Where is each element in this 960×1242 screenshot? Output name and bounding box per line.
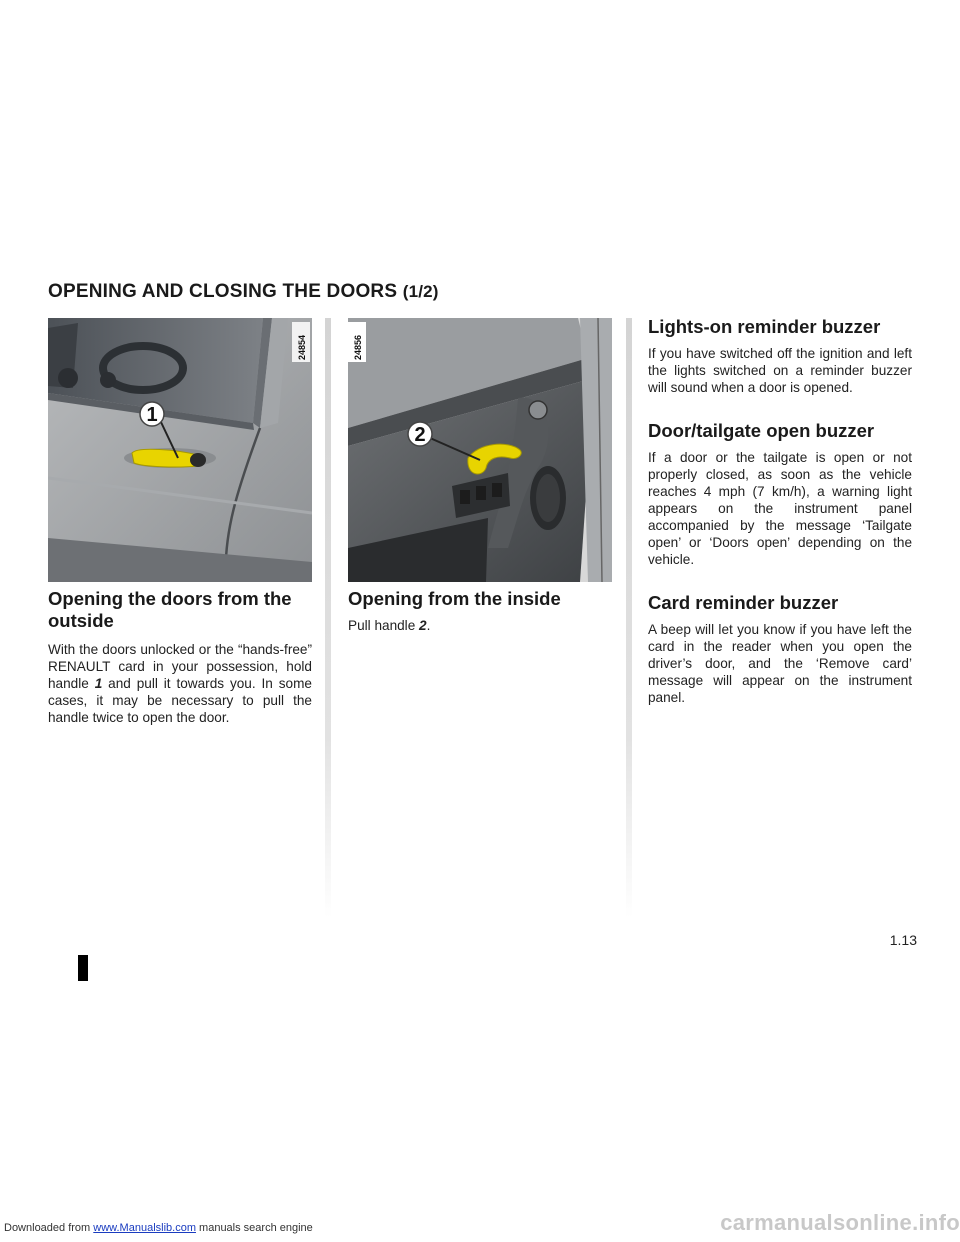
heading-card-buzzer: Card reminder buzzer xyxy=(648,592,839,613)
page-title-part: (1/2) xyxy=(402,282,439,301)
column-1 xyxy=(48,588,312,726)
interior-door-photo xyxy=(348,318,612,582)
heading-opening-inside: Opening from the inside xyxy=(348,588,561,609)
paragraph-text: With the doors unlocked or the “hands-free” RENAULT card in your possession, hold handle xyxy=(48,642,312,691)
heading-lights-buzzer: Lights-on reminder buzzer xyxy=(648,316,881,337)
figure-ref-left: 24854 xyxy=(297,334,307,360)
paragraph-text: and pull it towards you. In some cases, it may be necessary to pull the handle twice to open the door. xyxy=(48,676,312,725)
paragraph-text: . xyxy=(426,618,431,633)
page-number: 1.13 xyxy=(889,932,917,948)
column-divider-1 xyxy=(325,318,331,918)
paragraph-card-buzzer: A beep will let you know if you have left the card in the reader when you open the driver’s door, and the ‘Remove card’ message will appear on the instrument panel. xyxy=(648,622,912,705)
paragraph-opening-outside xyxy=(48,641,312,726)
column-divider-2 xyxy=(626,318,632,918)
column-2 xyxy=(348,588,612,634)
heading-door-tailgate-buzzer: Door/tailgate open buzzer xyxy=(648,420,875,441)
page-title-main: OPENING AND CLOSING THE DOORS xyxy=(48,281,403,302)
callout-2: 2 xyxy=(414,424,426,446)
handle-ref-2: 2 xyxy=(419,618,427,633)
paragraph-text: Pull handle xyxy=(348,618,420,633)
paragraph-lights-buzzer: If you have switched off the ignition and left the lights switched on a reminder buzzer will sound when a door is opened. xyxy=(648,346,912,395)
watermark: carmanualsonline.info xyxy=(720,1210,960,1235)
callout-1: 1 xyxy=(146,404,158,426)
figure-ref-middle: 24856 xyxy=(353,334,363,360)
heading-opening-outside: Opening the doors from the outside xyxy=(48,588,292,631)
footer-prefix: Downloaded from xyxy=(4,1222,94,1234)
exterior-door-photo xyxy=(48,318,312,582)
manualslib-link[interactable]: www.Manualslib.com xyxy=(93,1222,196,1234)
exterior-door-illustration xyxy=(48,318,312,582)
paragraph-opening-inside xyxy=(348,617,612,634)
page-marker xyxy=(78,955,88,981)
column-3 xyxy=(648,316,912,706)
paragraph-door-tailgate-buzzer: If a door or the tailgate is open or not properly closed, as soon as the vehicle reaches 4 mph (7 km/h), a warning light appears on the instrument panel accompanied by the message ‘Tailgate open’ or ‘Doors open’ depending on the vehicle. xyxy=(648,450,912,567)
download-footer xyxy=(4,1222,313,1234)
page-title xyxy=(48,281,439,303)
interior-door-illustration xyxy=(348,318,612,582)
handle-ref-1: 1 xyxy=(94,676,103,691)
footer-suffix: manuals search engine xyxy=(195,1222,313,1234)
